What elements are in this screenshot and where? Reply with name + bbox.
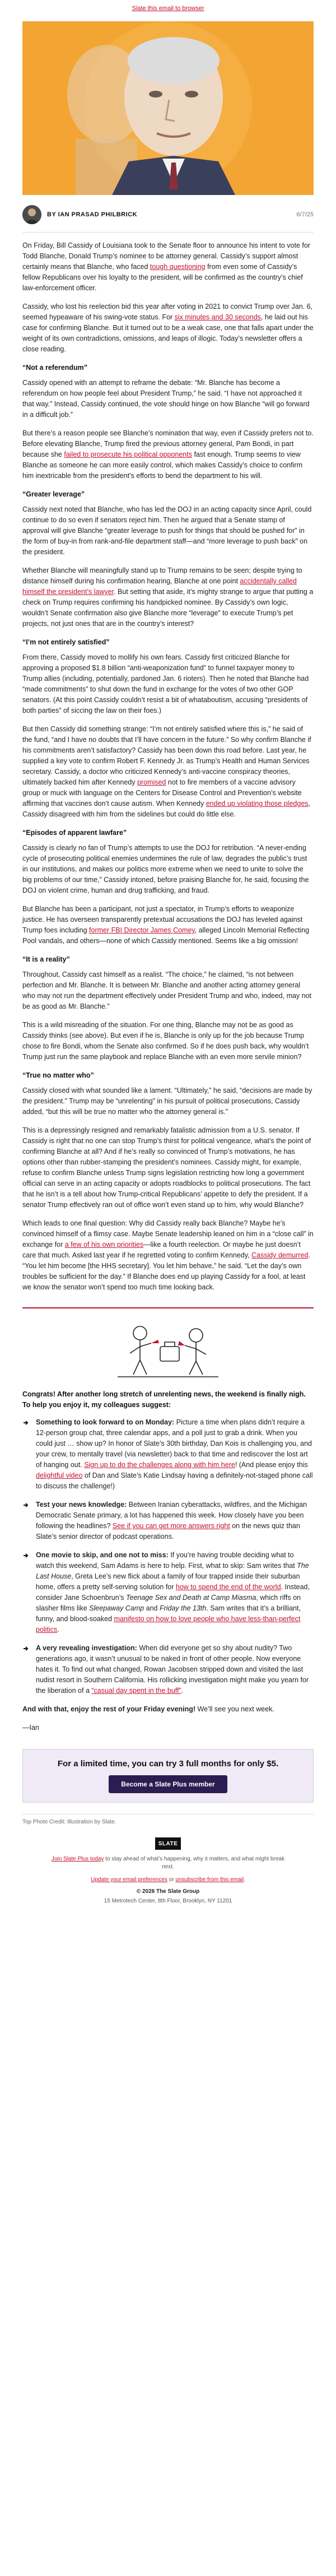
unsubscribe-link[interactable]: unsubscribe from this email (175, 1877, 244, 1883)
become-member-button[interactable]: Become a Slate Plus member (109, 1775, 227, 1793)
paragraph (22, 724, 314, 820)
join-slate-plus-link[interactable]: Join Slate Plus today (51, 1856, 104, 1862)
signoff: —Ian (22, 1724, 39, 1732)
author-name: BY IAN PRASAD PHILBRICK (47, 211, 138, 218)
inline-link[interactable]: six minutes and 30 seconds (174, 313, 261, 321)
text-run: . (181, 1687, 184, 1695)
section-heading: “Not a referendum” (22, 364, 87, 372)
arrow-right-icon (22, 1417, 30, 1492)
text-run: This is a wild misreading of the situation. For one thing, Blanche may not be as good as Cassidy thinks (see above). But even if he is, Blanche is only up for the job because Trump chose to fire Bondi, whom the Senate also confirmed. So if he does push back, why wouldn’t Trump just run the same playbook and replace Blanche with an even more servile minion? (22, 1021, 309, 1061)
italic-title: Teenage Sex and Death at Camp Miasma (126, 1594, 256, 1602)
italic-title: Sleepaway Camp (89, 1604, 144, 1612)
text-run: Whether Blanche will meaningfully stand up to Trump remains to be seen; despite trying to distance himself during his confirmation hearing, Blanche at one point (22, 567, 302, 585)
italic-title: Friday the 13th (159, 1604, 207, 1612)
bold-lead: Test your news knowledge: (36, 1501, 129, 1509)
section-it-is-a-reality (22, 954, 314, 1062)
suggestion-item (22, 1550, 314, 1635)
text-run: Which leads to one final question: Why did Cassidy really back Blanche? Maybe he’s convinced himself of a flimsy case. Maybe Senate leadership leaned on him in a “close call” in exchange for (22, 1219, 314, 1248)
bold-lead: Something to look forward to on Monday: (36, 1418, 176, 1426)
paragraph (22, 428, 314, 481)
suggestion-text (36, 1643, 314, 1696)
suggestion-text (36, 1550, 314, 1635)
inline-link[interactable]: delightful video (36, 1472, 83, 1479)
text-run: , Cassidy disagreed with him from the sidelines but could do little else. (22, 800, 311, 818)
text-run: ! (And please enjoy this (235, 1461, 308, 1469)
section-heading: “True no matter who” (22, 1071, 94, 1079)
or-text: or (167, 1877, 176, 1883)
text-run: Throughout, Cassidy cast himself as a realist. “The choice,” he claimed, “is not between perfection and Mr. Blanche. It is between Mr. Blanche and another acting attorney general who may not run the department effectively under President Trump and who, indeed, may not be as good as Mr. Blanche.” (22, 971, 312, 1010)
section-divider-red (22, 1307, 314, 1308)
suggestions-list (22, 1417, 314, 1696)
paragraph (22, 843, 314, 896)
weekend-suggestions (22, 1389, 314, 1733)
paragraph (22, 1085, 314, 1117)
paragraph (22, 301, 314, 355)
publish-date: 6/7/25 (296, 211, 314, 218)
text-run: Cassidy next noted that Blanche, who has led the DOJ in an acting capacity since April, could continue to do so even if senators reject him. Then he argued that a Senate stamp of approval will give Blanche “greater leverage to push for things that should be pushed for” in the form of buy-in from rank-and-file department staff—and “more leverage to push back” on the president. (22, 505, 312, 556)
section-apparent-lawfare (22, 828, 314, 946)
section-greater-leverage (22, 489, 314, 629)
copyright: © 2026 The Slate Group (136, 1888, 200, 1895)
inline-link[interactable]: former FBI Director James Comey (89, 926, 195, 934)
text-run: and (144, 1604, 160, 1612)
text-run: fast enough. Trump seems to view Blanche as someone he can more easily control, which makes Cassidy’s choice to confirm him inextricable from the president’s efforts to bend the department to his will. (22, 451, 302, 480)
text-run: . Instead, consider Jane Schoenbrun’s (36, 1583, 310, 1602)
join-rest-text: to stay ahead of what’s happening, why it matters, and what might break next. (104, 1856, 285, 1870)
byline-left (22, 205, 137, 224)
text-run: But then Cassidy did something strange: “I’m not entirely satisfied where this is,” he said of the fund, “and I have no doubts that I’ll have concern in the future.” So why confirm Blanche if his commitments aren’t satisfactory? Cassidy has been down this road before. Last year, he supplied a key vote to confirm Robert F. Kennedy Jr. as Trump’s Health and Human Services secretary. Cassidy, a doctor who criticized Kennedy’s anti-vaccine conspiracy theories, ultimately backed him after Kennedy (22, 725, 311, 786)
intro-paragraphs (22, 240, 314, 355)
text-run: . Sam writes that it’s a brilliant, funny, and blood-soaked (36, 1604, 301, 1623)
text-run: . But setting that aside, it’s mighty strange to argue that putting a check on Trump requires confirming his handpicked nominee. By Cassidy’s own logic, wouldn’t Senate confirmation also give Blanche more “leverage” to execute Trump’s pet projects, not just ones that are in the country’s interest? (22, 588, 314, 628)
text-run: not to fire members of a vaccine advisory group or muck with language on the Centers for Disease Control and Prevention’s website affirming that vaccines don’t cause autism. When Kennedy (22, 778, 302, 807)
subscribe-title: For a limited time, you can try 3 full months for only $5. (57, 1759, 279, 1769)
suggestion-text (36, 1500, 314, 1542)
hero-portrait-image (22, 21, 314, 195)
inline-link[interactable]: how to spend the end of the world (175, 1583, 281, 1591)
footer-links (22, 1877, 314, 1883)
byline (22, 205, 314, 224)
text-run: , which riffs on slasher films like (36, 1594, 301, 1612)
top-link-bar (0, 0, 336, 17)
bold-lead: One movie to skip, and one not to miss: (36, 1551, 171, 1559)
inline-link[interactable]: promised (137, 778, 166, 786)
inline-link[interactable]: Sign up to do the challenges along with him here (84, 1461, 235, 1469)
italic-title: The Last House (36, 1562, 309, 1580)
text-run: —like a fourth reelection. Or maybe he just doesn’t care that much. Asked last year if he regretted voting to confirm Kennedy, (22, 1241, 301, 1259)
inline-link[interactable]: accidentally called himself the president’s lawyer (22, 577, 297, 596)
arrow-right-icon (22, 1500, 30, 1542)
text-run: . (57, 1626, 59, 1633)
section-not-a-referendum (22, 363, 314, 481)
subscribe-box (22, 1749, 314, 1803)
paragraph (22, 1218, 314, 1293)
hero-illustration (22, 21, 314, 195)
inline-link[interactable]: tough questioning (150, 263, 206, 271)
text-run: On Friday, Bill Cassidy of Louisiana took to the Senate floor to announce his intent to vote for Todd Blanche, Donald Trump’s nominee to be attorney general. Cassidy’s support almost certainly means that Blanche, who faced (22, 242, 310, 271)
inline-link[interactable]: See if you can get more answers right (112, 1522, 230, 1530)
text-run: Cassidy opened with an attempt to reframe the debate: “Mr. Blanche has become a referendum on how people feel about President Trump,” he said. “I have not approached it that way.” Instead, Cassidy continued, the vote should hinge on how Blanche “will go forward in a difficult job.” (22, 379, 310, 419)
slate-logo: SLATE (155, 1837, 181, 1850)
suggestion-item (22, 1500, 314, 1542)
inline-link[interactable]: ended up violating those pledges (206, 800, 309, 807)
section-true-no-matter-who (22, 1070, 314, 1293)
inline-link[interactable]: manifesto on how to love people who have less-than-perfect politics (36, 1615, 301, 1633)
text-run: From there, Cassidy moved to mollify his own fears. Cassidy first criticized Blanche for approving a proposed $1.8 billion “anti-weaponization fund” to funnel taxpayer money to Trump allies (including, potentially, pardoned Jan. 6 rioters). Then he noted that Blanche had “made commitments” to shut down the fund in exchange for the votes of two other GOP senators. (At this point Cassidy couldn’t resist a bit of whataboutism, accusing “presidents of both parties” of siccing the law on their foes.) (22, 653, 309, 714)
text-run: But Blanche has been a participant, not just a spectator, in Trump’s efforts to weaponize justice. He has overseen transparently pretextual accusations the DOJ has leveled against Trump foes including (22, 905, 303, 934)
text-run: Cassidy is clearly no fan of Trump’s attempts to use the DOJ for retribution. “A never-ending cycle of prosecuting political enemies undermines the rule of law, degrades the public’s trust in our institutions, and makes our politics more extreme when we need to unite to solve the big problems of our time,” Cassidy intoned, before praising Blanche for, he said, focusing the DOJ on violent crime, human and drug trafficking, and fraud. (22, 844, 309, 894)
arrow-right-icon (22, 1550, 30, 1635)
people-relaxing-illustration (106, 1314, 230, 1381)
text-run: Cassidy, who lost his reelection bid this year after voting in 2021 to convict Trump over Jan. 6, seemed hypeaware of his swing-vote status. For (22, 303, 313, 321)
paragraph (22, 565, 314, 629)
section-heading: “Episodes of apparent lawfare” (22, 829, 127, 837)
closing-rest: We’ll see you next week. (195, 1705, 274, 1713)
suggestions-heading: Congrats! After another long stretch of unrelenting news, the weekend is finally nigh. To help you enjoy it, my colleagues suggest: (22, 1390, 306, 1409)
paragraph (22, 652, 314, 716)
text-run: This is a depressingly resigned and remarkably fatalistic admission from a U.S. senator. If Cassidy is right that no one can stop Trump’s thirst for political vengeance, what’s the point of confirming Blanche at all? And if he’s really so convinced of Trump’s motivations, he has options other than rubber-stamping the president’s nominees. Cassidy might, for example, refuse to confirm Blanche unless Trump signs legislation restricting how long a government official can serve in an acting capacity or adopts roadblocks to political prosecutions. The fact that he isn’t is a tell about how Trump-critical Republicans’ appetite to defy the president. If a senator Trump effectively ran out of office won’t even stand up to him, why would Blanche? (22, 1126, 311, 1209)
text-run: Cassidy closed with what sounded like a lament. “Ultimately,” he said, “decisions are made by the president.” Trump may be “unrelenting” in his pursuit of political prosecutions, Cassidy added, “but this will be true no matter who the attorney general is.” (22, 1087, 312, 1116)
paragraph (22, 240, 314, 294)
section-heading: “Greater leverage” (22, 490, 85, 498)
view-in-browser-link[interactable]: Slate this email to browser (132, 5, 204, 12)
text-run: , he laid out his case for confirming Blanche. But it turned out to be a weak case, one that falls apart under the weight of its own contradictions, omissions, and leaps of illogic. Today’s newsletter offers a close reading. (22, 313, 314, 353)
text-run: Picture a time when plans didn’t require a 12-person group chat, three calendar apps, and a poll just to grab a drink. When you could just … show up? In honor of Slate’s 30th birthday, Dan Kois is challenging you, and your crew, to mentally travel (via newsletter) back to that time and rediscover the lost art of hanging out. (36, 1418, 312, 1469)
section-heading: “I’m not entirely satisfied” (22, 638, 110, 646)
paragraph (22, 969, 314, 1012)
postal-address: 15 Metrotech Center, 8th Floor, Brooklyn, NY 11201 (104, 1898, 232, 1904)
paragraph (22, 904, 314, 946)
text-run: . “You let him become [the HHS secretary]. You let him behave,” he said. “Let the day’s own troubles be sufficient for the day.” If Blanche does end up playing Cassidy for a fool, at least we know the senator won’t spend too much time looking back. (22, 1251, 310, 1291)
suggestion-item (22, 1643, 314, 1696)
byline-divider (22, 232, 314, 233)
paragraph (22, 1020, 314, 1062)
text-run: But there’s a reason people see Blanche’s nomination that way, even if Cassidy prefers not to. Before elevating Blanche, Trump fired the previous attorney general, Pam Bondi, in part because she (22, 429, 314, 458)
text-run: If you’re having trouble deciding what to watch this weekend, Sam Adams is here to help. First, what to skip: Sam writes that (36, 1551, 297, 1570)
closing-bold: And with that, enjoy the rest of your Friday evening! (22, 1705, 196, 1713)
text-run: of Dan and Slate’s Katie Lindsay having a definitely-not-staged phone call to discuss the challenge!) (36, 1472, 313, 1490)
text-run: , alleged Lincoln Memorial Reflecting Pool vandals, and others—none of which Cassidy mentioned. Seems like a big omission! (22, 926, 310, 945)
text-run: When did everyone get so shy about nudity? Two generations ago, it wasn’t unusual to be naked in front of other people. Now everyone hates it. To find out what changed, Rowan Jacobsen stripped down and visited the last nudist resort in Southern California. His rollicking investigation might make you yearn for the liberation of a (36, 1644, 309, 1695)
inline-link[interactable]: “casual day spent in the buff” (91, 1687, 181, 1695)
paragraph (22, 378, 314, 420)
text-run: Between Iranian cyberattacks, wildfires, and the Michigan Democratic Senate primary, a lot has happened this week. How closely have you been following the headlines? (36, 1501, 307, 1530)
section-not-entirely-satisfied (22, 637, 314, 820)
inline-link[interactable]: a few of his own priorities (64, 1241, 144, 1248)
paragraph (22, 1125, 314, 1210)
text-run: from even some of Cassidy’s fellow Republicans over his loyalty to the president, will be confirmed as the country’s chief law-enforcement officer. (22, 263, 303, 292)
text-run: on the news quiz than Slate’s senior director of podcast operations. (36, 1522, 300, 1540)
article-body (22, 240, 314, 1293)
text-run: , Greta Lee’s new flick about a family of four trapped inside their suburban home, offers a pretty self-serving solution for (36, 1572, 300, 1591)
update-preferences-link[interactable]: Update your email preferences (91, 1877, 167, 1883)
inline-link[interactable]: Cassidy demurred (251, 1251, 309, 1259)
paragraph (22, 504, 314, 558)
links-end-text: . (244, 1877, 245, 1883)
suggestion-item (22, 1417, 314, 1492)
join-slate-plus-text (50, 1855, 286, 1871)
author-avatar (22, 205, 41, 224)
closing-line (22, 1704, 314, 1715)
section-heading: “It is a reality” (22, 955, 70, 963)
suggestion-text (36, 1417, 314, 1492)
photo-credit: Top Photo Credit: Illustration by Slate. (22, 1819, 116, 1825)
arrow-right-icon (22, 1643, 30, 1696)
inline-link[interactable]: failed to prosecute his political opponents (64, 451, 192, 458)
bold-lead: A very revealing investigation: (36, 1644, 139, 1652)
weekend-illustration (22, 1314, 314, 1381)
